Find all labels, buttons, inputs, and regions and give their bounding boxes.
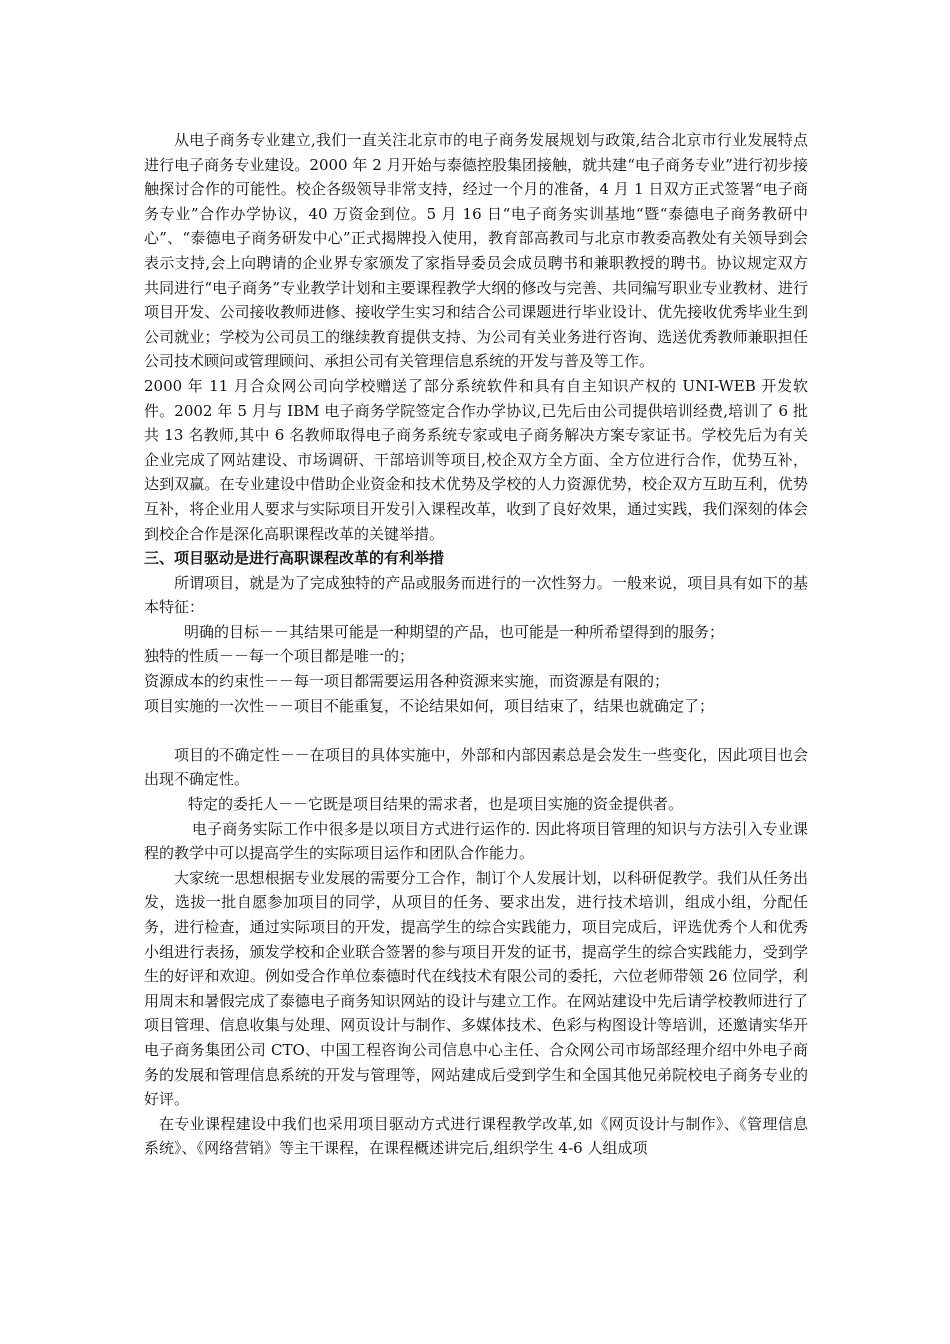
document-body [144,128,808,1161]
paragraph-project-practice: 大家统一思想根据专业发展的需要分工合作，制订个人发展计划，以科研促教学。我们从任务出发，选拔一批自愿参加项目的同学，从项目的任务、要求出发，进行技术培训，组成小组，分配任务，进行检查，通过实际项目的开发，提高学生的综合实践能力，项目完成后，评选优秀个人和优秀小组进行表扬，颁发学校和企业联合签署的参与项目开发的证书，提高学生的综合实践能力，受到学生的好评和欢迎。例如受合作单位泰德时代在线技术有限公司的委托，六位老师带领 26 位同学，利用周末和暑假完成了泰德电子商务知识网站的设计与建立工作。在网站建设中先后请学校教师进行了项目管理、信息收集与处理、网页设计与制作、多媒体技术、色彩与构图设计等培训，还邀请实华开电子商务集团公司 CTO、中国工程咨询公司信息中心主任、合众网公司市场部经理介绍中外电子商务的发展和管理信息系统的开发与管理等，网站建成后受到学生和全国其他兄弟院校电子商务专业的好评。 [144,868,808,1109]
paragraph-school-enterprise-results: 2000 年 11 月合众网公司向学校赠送了部分系统软件和具有自主知识产权的 UNI-WEB 开发软件。2002 年 5 月与 IBM 电子商务学院签定合作办学协议,已先后由公司提供培训经费,培训了 6 批共 13 名教师,其中 6 名教师取得电子商务系统专家或电子商务解决方案专家证书。学校先后为有关企业完成了网站建设、市场调研、干部培训等项目,校企双方全方面、全方位进行合作，优势互补，达到双赢。在专业建设中借助企业资金和技术优势及学校的人力资源优势，校企双方互助互利，优势互补，将企业用人要求与实际项目开发引入课程改革，收到了良好效果，通过实践，我们深刻的体会到校企合作是深化高职课程改革的关键举措。 [144,376,808,543]
paragraph-specific-client: 特定的委托人－－它既是项目结果的需求者，也是项目实施的资金提供者。 [188,795,684,814]
paragraph-ecommerce-projects: 电子商务实际工作中很多是以项目方式进行运作的. 因此将项目管理的知识与方法引入专业课程的教学中可以提高学生的实际项目运作和团队合作能力。 [144,819,808,863]
paragraph-course-reform: 在专业课程建设中我们也采用项目驱动方式进行课程教学改革,如《网页设计与制作》、《管理信息系统》、《网络营销》等主干课程，在课程概述讲完后,组织学生 4-6 人组成项 [144,1114,808,1158]
paragraph-project-definition: 所谓项目，就是为了完成独特的产品或服务而进行的一次性努力。一般来说，项目具有如下的基本特征： [144,573,808,617]
blank-line [144,718,808,743]
feature-item-resource-constraint: 资源成本的约束性－－每一项目都需要运用各种资源来实施，而资源是有限的； [144,672,670,691]
feature-item-one-time: 项目实施的一次性－－项目不能重复，不论结果如何，项目结束了，结果也就确定了； [144,696,715,715]
paragraph-uncertainty: 项目的不确定性－－在项目的具体实施中，外部和内部因素总是会发生一些变化，因此项目也会出现不确定性。 [144,745,808,789]
section-heading: 三、项目驱动是进行高职课程改革的有利举措 [144,549,445,568]
feature-item-uniqueness: 独特的性质－－每一个项目都是唯一的； [144,647,415,666]
paragraph-school-enterprise-intro: 从电子商务专业建立,我们一直关注北京市的电子商务发展规划与政策,结合北京市行业发展特点进行电子商务专业建设。2000 年 2 月开始与泰德控股集团接触，就共建“电子商务专业”进行初步接触探讨合作的可能性。校企各级领导非常支持，经过一个月的准备，4 月 1 日双方正式签署“电子商务专业”合作办学协议，40 万资金到位。5 月 16 日“电子商务实训基地“暨“泰德电子商务教研中心”、“泰德电子商务研发中心”正式揭牌投入使用，教育部高教司与北京市教委高教处有关领导到会表示支持,会上向聘请的企业界专家颁发了家指导委员会成员聘书和兼职教授的聘书。协议规定双方共同进行“电子商务”专业教学计划和主要课程教学大纲的修改与完善、共同编写职业专业教材、进行项目开发、公司接收教师进修、接收学生实习和结合公司课题进行毕业设计、优先接收优秀毕业生到公司就业；学校为公司员工的继续教育提供支持、为公司有关业务进行咨询、选送优秀教师兼职担任公司技术顾问或管理顾问、承担公司有关管理信息系统的开发与普及等工作。 [144,131,808,371]
feature-item-clear-goal: 明确的目标－－其结果可能是一种期望的产品，也可能是一种所希望得到的服务； [184,622,725,641]
